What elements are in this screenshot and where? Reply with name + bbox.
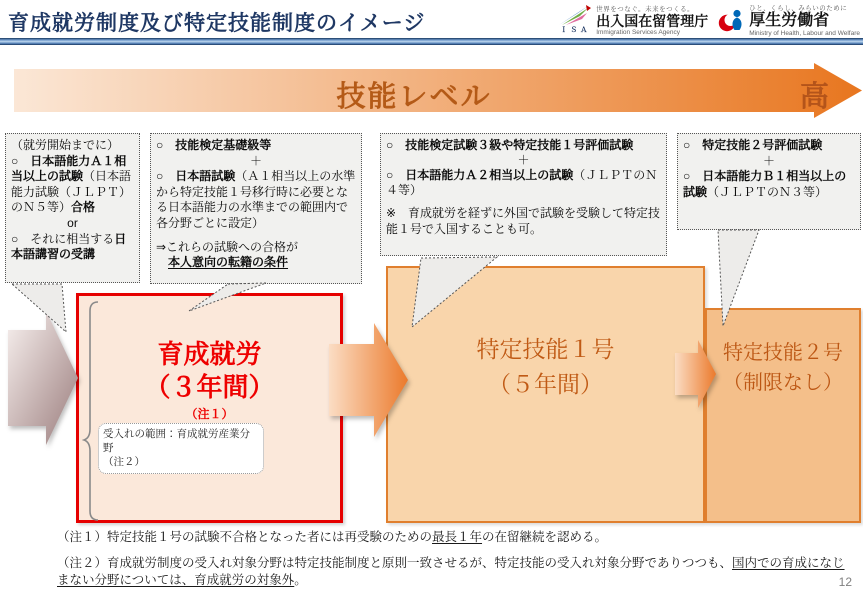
stage1-title: 育成就労 （３年間）	[144, 339, 275, 402]
stage-ikusei-shuro	[76, 293, 343, 523]
isa-tagline: 世界をつなぐ。未来をつくる。	[596, 6, 695, 14]
page-title: 育成就労制度及び特定技能制度のイメージ	[8, 12, 426, 35]
requirement-box-ss2-tests: ○ 特定技能２号評価試験 ＋ ○ 日本語能力Ｂ１相当以上の試験（ＪＬＰＴのＮ３等）	[677, 133, 861, 230]
footnote-1: （注１）特定技能１号の試験不合格となった者には再受験のための最長１年の在留継続を認める。	[57, 530, 608, 544]
left-brace-icon	[82, 301, 100, 521]
isa-name-en: Immigration Services Agency	[596, 29, 681, 37]
stage3-title: 特定技能２号 （制限なし）	[723, 342, 843, 394]
mhlw-name: 厚生労働省	[749, 12, 830, 29]
stage2-title: 特定技能１号 （５年間）	[476, 336, 615, 397]
isa-name: 出入国在留管理庁	[596, 13, 709, 30]
isa-logo-icon	[558, 5, 592, 27]
requirement-box-transfer-tests: ○ 技能検定基礎級等 ＋ ○ 日本語試験（Ａ１相当以上の水準から特定技能１号移行時に必要となる日本語能力の水準までの範囲内で各分野ごとに設定） ⇒これらの試験への合格が 本人意向の転籍の条件	[150, 133, 362, 284]
stage-tokutei-ginou-1	[386, 266, 705, 523]
stage-tokutei-ginou-2	[705, 308, 861, 523]
arrow-to-specified-skill-2	[675, 340, 717, 408]
mhlw-tagline: ひと、くらし、みらいのために	[749, 5, 848, 12]
isa-logo	[558, 4, 708, 36]
skill-level-high-label: 高	[800, 81, 830, 113]
stage1-scope-note: 受入れの範囲：育成就労産業分野 （注２）	[98, 423, 264, 474]
isa-abbr: ＩＳＡ	[560, 27, 591, 35]
title-underline-rule	[0, 38, 863, 45]
requirement-box-ss1-tests: ○ 技能検定試験３級や特定技能１号評価試験 ＋ ○ 日本語能力Ａ２相当以上の試験（ＪＬＰＴのＮ４等） ※ 育成就労を経ずに外国で試験を受験して特定技能１号で入国することも可。	[380, 133, 667, 256]
mhlw-logo-icon	[718, 7, 745, 34]
page-number: 12	[838, 575, 852, 589]
header-logos	[558, 3, 860, 37]
footnote-2: （注２）育成就労制度の受入れ対象分野は特定技能制度と原則一致させるが、特定技能の受入れ対象分野でありつつも、国内での育成になじまない分野については、育成就労の対象外。	[57, 555, 845, 587]
entry-arrow	[8, 311, 79, 446]
skill-level-label: 技能レベル	[336, 81, 492, 113]
requirement-box-pre-employment: （就労開始までに） ○ 日本語能力Ａ１相当以上の試験（日本語能力試験（ＪＬＰＴ）のＮ５等）合格 or ○ それに相当する日本語講習の受講	[5, 133, 140, 283]
mhlw-logo	[718, 3, 860, 37]
arrow-to-specified-skill-1	[329, 323, 409, 437]
footnotes	[57, 529, 857, 595]
mhlw-name-en: Ministry of Health, Labour and Welfare	[749, 30, 860, 38]
stage1-note-ref: （注１）	[185, 407, 234, 421]
